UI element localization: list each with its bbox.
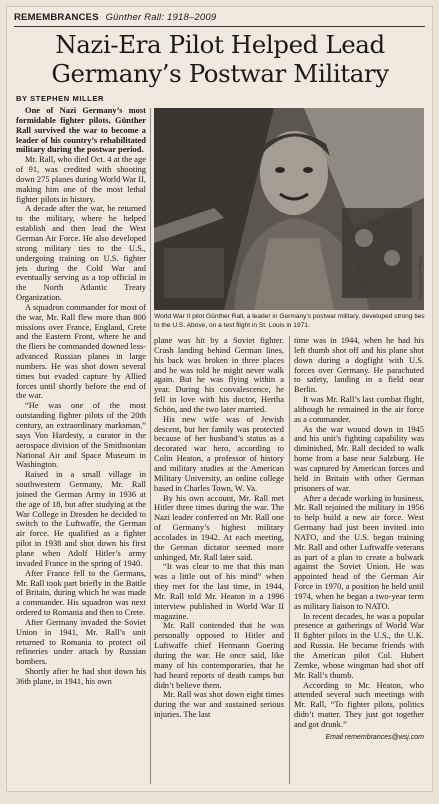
paragraph: One of Nazi Germany’s most formidable fighter pilots, Günther Rall survived the war to become a leader of his country’s rehabilitated military during the postwar period. [16, 106, 146, 155]
paragraph: time was in 1944, when he had his left thumb shot off and his plane shot down during a dogfight with U.S. forces over Germany. He parachuted to safety, landing in a field near Berlin. [294, 336, 424, 395]
paragraph: According to Mr. Heaton, who attended several such meetings with Mr. Rall, “To fighter pilots, politics didn’t matter. They just got together and got drunk.” [294, 679, 424, 729]
headline-line-1: Nazi-Era Pilot Helped Lead [55, 30, 385, 59]
body-column-2 [154, 336, 284, 786]
pilot-photo [154, 108, 424, 310]
section-kicker [14, 12, 425, 27]
paragraph: By his own account, Mr. Rall met Hitler three times during the war. The Nazi leader conferred on Mr. Rall one of Germany’s highest military accolades in 1942. At each meeting, the German dictator seemed more unhinged, Mr. Rall later said. [154, 492, 284, 562]
photo-caption: World War II pilot Günther Rall, a leader in Germany’s postwar military, developed strong ties to the U.S. Above, on a test flight in St. Louis in 1971. [154, 313, 425, 329]
column-rule [289, 336, 290, 784]
paragraph: “He was one of the most outstanding fighter pilots of the 20th century, an extraordinary marksman,” says Von Hardesty, a curator in the aerospace division of the Smithsonian National Air and Space Museum in Washington. [16, 400, 146, 470]
headline-line-2: Germany’s Postwar Military [51, 59, 389, 88]
paragraph: As the war wound down in 1945 and his unit’s fighting capability was diminished, Mr. Rall decided to walk home from a base near Salzburg. He was captured by American forces and held in Britain with other German prisoners of war. [294, 423, 424, 493]
paragraph: Mr. Rall contended that he was personally opposed to Hitler and Luftwaffe chief Hermann Goering during the war. He once said, like many of his contemporaries, that he had heard reports of death camps but didn’t believe them. [154, 620, 284, 690]
paragraph: After France fell to the Germans, Mr. Rall took part briefly in the Battle of Britain, during which he was made a commander. His squadron was next ordered to Romania and then to Crete. [16, 567, 146, 618]
paragraph: plane was hit by a Soviet fighter. Crash landing behind German lines, his back was broken in three places and he was told he might never walk again. But he was flying within a year. During his convalescence, he fell in love with his doctor, Hertha Schön, and the two later married. [154, 336, 284, 414]
paragraph: Shortly after he had shot down his 36th plane, in 1941, his own [16, 666, 146, 686]
paragraph: After Germany invaded the Soviet Union in 1941, Mr. Rall’s unit returned to Romania to protect oil refineries under attack by Russian bombers. [16, 616, 146, 667]
column-rule [150, 108, 151, 784]
paragraph: Mr. Rall was shot down eight times during the war and sustained serious injuries. The last [154, 689, 284, 720]
paragraph: Mr. Rall, who died Oct. 4 at the age of 91, was credited with shooting down 275 planes during World War II, making him one of the most lethal fighter pilots in history. [16, 154, 146, 204]
headline [20, 30, 420, 88]
paragraph: His new wife was of Jewish descent, but her family was protected because of her husband’s status as a decorated war hero, according to Colin Heaton, a professor of history and military studies at the American Military University, an online college based in Charles Town, W. Va. [154, 413, 284, 493]
body-column-1 [16, 106, 146, 786]
newspaper-page [6, 6, 433, 792]
pilot-in-cockpit-illustration [154, 108, 424, 310]
section-name: REMEMBRANCES [14, 12, 99, 23]
paragraph: After a decade working in business, Mr. Rall rejoined the military in 1956 to help build a new air force. West Germany had just been invited into NATO, and the U.S. began training Mr. Rall and other Luftwaffe veterans as part of a plan to create a bulwark against the Soviet Union. He was appointed head of the German Air Force in 1970, a position he held until 1974, when he began a two-year term as military liaison to NATO. [294, 492, 424, 611]
email-remembrances: Email remembrances@wsj.com [325, 733, 424, 741]
paragraph: “It was clear to me that this man was a little out of his mind” when they met for the last time, in 1944, Mr. Rall told Mr. Heaton in a 1996 interview published in World War II magazine. [154, 561, 284, 621]
obituary-subject: Günther Rall: 1918–2009 [105, 12, 217, 23]
paragraph: A decade after the war, he returned to the military, where he helped establish and then lead the West German Air Force. He also developed strong military ties to the U.S., undergoing training on U.S. fighter jets during the Cold War and eventually serving as a top official in the North Atlantic Treaty Organization. [16, 203, 146, 303]
paragraph: A squadron commander for most of the war, Mr. Rall flew more than 800 missions over France, England, Crete and the Eastern Front, where he and the fliers he commanded downed less-advanced Russian planes in large numbers. He was shot down several times but evaded capture by Allied forces until shortly before the end of the war. [16, 301, 146, 401]
byline: BY STEPHEN MILLER [16, 94, 104, 103]
paragraph: It was Mr. Rall’s last combat flight, although he remained in the air force as a commander. [294, 394, 424, 424]
paragraph: Raised in a small village in southwestern Germany, Mr. Rall joined the German Army in 1936 at the age of 18, but after studying at the War College in Dresden he decided to switch to the Luftwaffe, the German air force. He qualified as a fighter pilot in 1938 and shot down his first plane when Adolf Hitler’s army invaded France in the spring of 1940. [16, 469, 146, 568]
paragraph: In recent decades, he was a popular presence at gatherings of World War II fighter pilots in the U.S., the U.K. and Russia. He became friends with the American pilot Col. Hubert Zemke, whose wingman had shot off Mr. Rall’s thumb. [294, 610, 424, 680]
photo-credit: ASSOCIATED PRESS [418, 256, 423, 302]
body-column-3 [294, 336, 424, 786]
